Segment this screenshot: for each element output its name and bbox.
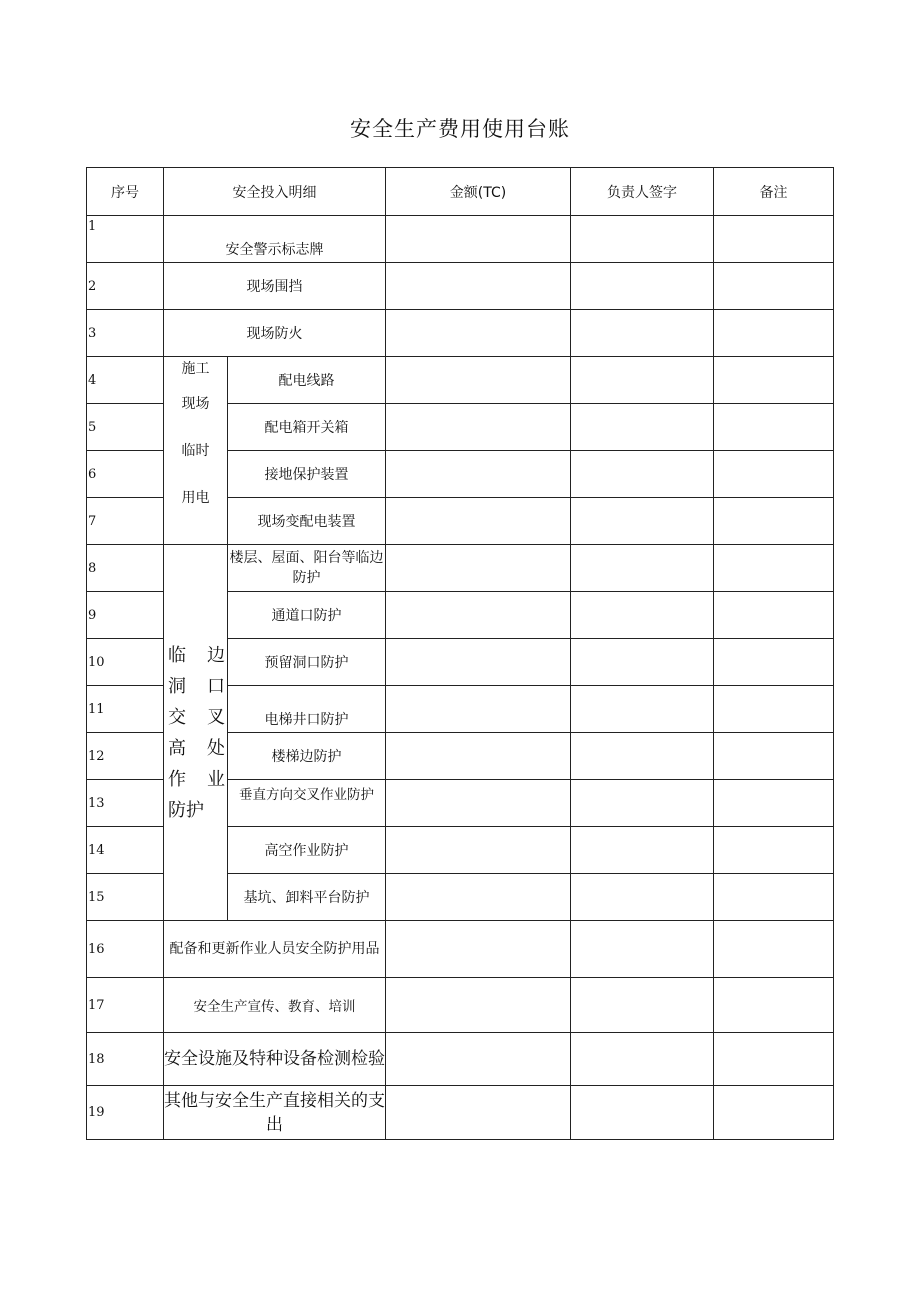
- remark-cell[interactable]: [714, 780, 834, 827]
- group-line: 防护: [168, 799, 204, 821]
- row-detail: 接地保护装置: [228, 451, 386, 498]
- table-row: [87, 310, 834, 357]
- row-number: 3: [87, 310, 164, 357]
- table-row: [87, 357, 834, 404]
- table-row: [87, 1086, 834, 1140]
- row-number: 2: [87, 263, 164, 310]
- row-detail: 配电箱开关箱: [228, 404, 386, 451]
- remark-cell[interactable]: [714, 592, 834, 639]
- header-detail: 安全投入明细: [164, 168, 386, 216]
- row-detail: 配备和更新作业人员安全防护用品: [164, 921, 386, 978]
- group-line: 临时: [181, 443, 210, 459]
- row-detail: 楼梯边防护: [228, 733, 386, 780]
- signer-cell[interactable]: [571, 921, 714, 978]
- group-temporary-electricity: [164, 357, 228, 545]
- row-detail: 安全警示标志牌: [164, 216, 386, 263]
- table-row: [87, 978, 834, 1033]
- row-number: 7: [87, 498, 164, 545]
- signer-cell[interactable]: [571, 978, 714, 1033]
- row-number: 4: [87, 357, 164, 404]
- amount-cell[interactable]: [386, 263, 571, 310]
- row-detail: 基坑、卸料平台防护: [228, 874, 386, 921]
- row-number: 6: [87, 451, 164, 498]
- remark-cell[interactable]: [714, 733, 834, 780]
- remark-cell[interactable]: [714, 498, 834, 545]
- table-row: [87, 921, 834, 978]
- header-signer: 负责人签字: [571, 168, 714, 216]
- row-number: 1: [87, 216, 164, 263]
- row-number: 15: [87, 874, 164, 921]
- signer-cell[interactable]: [571, 780, 714, 827]
- signer-cell[interactable]: [571, 1086, 714, 1140]
- group-line: 作 业: [168, 768, 225, 790]
- signer-cell[interactable]: [571, 357, 714, 404]
- group-line: 洞 口: [168, 675, 225, 697]
- remark-cell[interactable]: [714, 827, 834, 874]
- group-line: 临 边: [168, 644, 225, 666]
- remark-cell[interactable]: [714, 1086, 834, 1140]
- signer-cell[interactable]: [571, 639, 714, 686]
- amount-cell[interactable]: [386, 216, 571, 263]
- row-number: 8: [87, 545, 164, 592]
- row-detail: 现场防火: [164, 310, 386, 357]
- signer-cell[interactable]: [571, 310, 714, 357]
- table-row: [87, 545, 834, 592]
- amount-cell[interactable]: [386, 451, 571, 498]
- remark-cell[interactable]: [714, 263, 834, 310]
- row-detail: 电梯井口防护: [228, 686, 386, 733]
- signer-cell[interactable]: [571, 686, 714, 733]
- remark-cell[interactable]: [714, 921, 834, 978]
- table-row: [87, 263, 834, 310]
- group-line: 用电: [181, 490, 210, 506]
- table-row: [87, 1033, 834, 1086]
- row-number: 5: [87, 404, 164, 451]
- row-detail: 垂直方向交叉作业防护: [228, 780, 386, 827]
- remark-cell[interactable]: [714, 451, 834, 498]
- row-detail: 配电线路: [228, 357, 386, 404]
- signer-cell[interactable]: [571, 874, 714, 921]
- header-amount: 金额(TC): [386, 168, 571, 216]
- row-detail: 现场变配电装置: [228, 498, 386, 545]
- row-detail: 安全生产宣传、教育、培训: [164, 978, 386, 1033]
- row-number: 18: [87, 1033, 164, 1086]
- row-detail: 其他与安全生产直接相关的支出: [164, 1086, 386, 1140]
- remark-cell[interactable]: [714, 216, 834, 263]
- remark-cell[interactable]: [714, 978, 834, 1033]
- row-number: 10: [87, 639, 164, 686]
- table-header-row: [87, 168, 834, 216]
- amount-cell[interactable]: [386, 733, 571, 780]
- amount-cell[interactable]: [386, 1033, 571, 1086]
- group-line: 交 叉: [168, 706, 225, 728]
- row-detail: 安全设施及特种设备检测检验: [164, 1033, 386, 1086]
- row-number: 9: [87, 592, 164, 639]
- remark-cell[interactable]: [714, 686, 834, 733]
- page-title: 安全生产费用使用台账: [350, 117, 570, 141]
- amount-cell[interactable]: [386, 639, 571, 686]
- row-number: 13: [87, 780, 164, 827]
- row-number: 19: [87, 1086, 164, 1140]
- remark-cell[interactable]: [714, 1033, 834, 1086]
- amount-cell[interactable]: [386, 686, 571, 733]
- row-detail: 楼层、屋面、阳台等临边防护: [228, 545, 386, 592]
- row-number: 12: [87, 733, 164, 780]
- row-detail: 现场围挡: [164, 263, 386, 310]
- signer-cell[interactable]: [571, 592, 714, 639]
- row-number: 11: [87, 686, 164, 733]
- signer-cell[interactable]: [571, 733, 714, 780]
- signer-cell[interactable]: [571, 216, 714, 263]
- row-detail: 高空作业防护: [228, 827, 386, 874]
- row-number: 17: [87, 978, 164, 1033]
- row-detail: 预留洞口防护: [228, 639, 386, 686]
- amount-cell[interactable]: [386, 545, 571, 592]
- amount-cell[interactable]: [386, 780, 571, 827]
- signer-cell[interactable]: [571, 451, 714, 498]
- signer-cell[interactable]: [571, 827, 714, 874]
- amount-cell[interactable]: [386, 827, 571, 874]
- remark-cell[interactable]: [714, 545, 834, 592]
- amount-cell[interactable]: [386, 921, 571, 978]
- amount-cell[interactable]: [386, 498, 571, 545]
- group-edge-protection: [164, 545, 228, 921]
- signer-cell[interactable]: [571, 545, 714, 592]
- amount-cell[interactable]: [386, 404, 571, 451]
- amount-cell[interactable]: [386, 978, 571, 1033]
- header-seq: 序号: [87, 168, 164, 216]
- remark-cell[interactable]: [714, 639, 834, 686]
- signer-cell[interactable]: [571, 1033, 714, 1086]
- amount-cell[interactable]: [386, 874, 571, 921]
- signer-cell[interactable]: [571, 263, 714, 310]
- remark-cell[interactable]: [714, 357, 834, 404]
- group-line: 高 处: [168, 737, 225, 759]
- amount-cell[interactable]: [386, 310, 571, 357]
- row-number: 16: [87, 921, 164, 978]
- group-line: 现场: [181, 396, 210, 412]
- amount-cell[interactable]: [386, 357, 571, 404]
- row-detail: 通道口防护: [228, 592, 386, 639]
- row-number: 14: [87, 827, 164, 874]
- amount-cell[interactable]: [386, 1086, 571, 1140]
- remark-cell[interactable]: [714, 874, 834, 921]
- remark-cell[interactable]: [714, 404, 834, 451]
- expense-ledger-table: [86, 167, 834, 1140]
- amount-cell[interactable]: [386, 592, 571, 639]
- table-row: [87, 216, 834, 263]
- header-remark: 备注: [714, 168, 834, 216]
- remark-cell[interactable]: [714, 310, 834, 357]
- signer-cell[interactable]: [571, 498, 714, 545]
- group-line: 施工: [181, 361, 210, 377]
- signer-cell[interactable]: [571, 404, 714, 451]
